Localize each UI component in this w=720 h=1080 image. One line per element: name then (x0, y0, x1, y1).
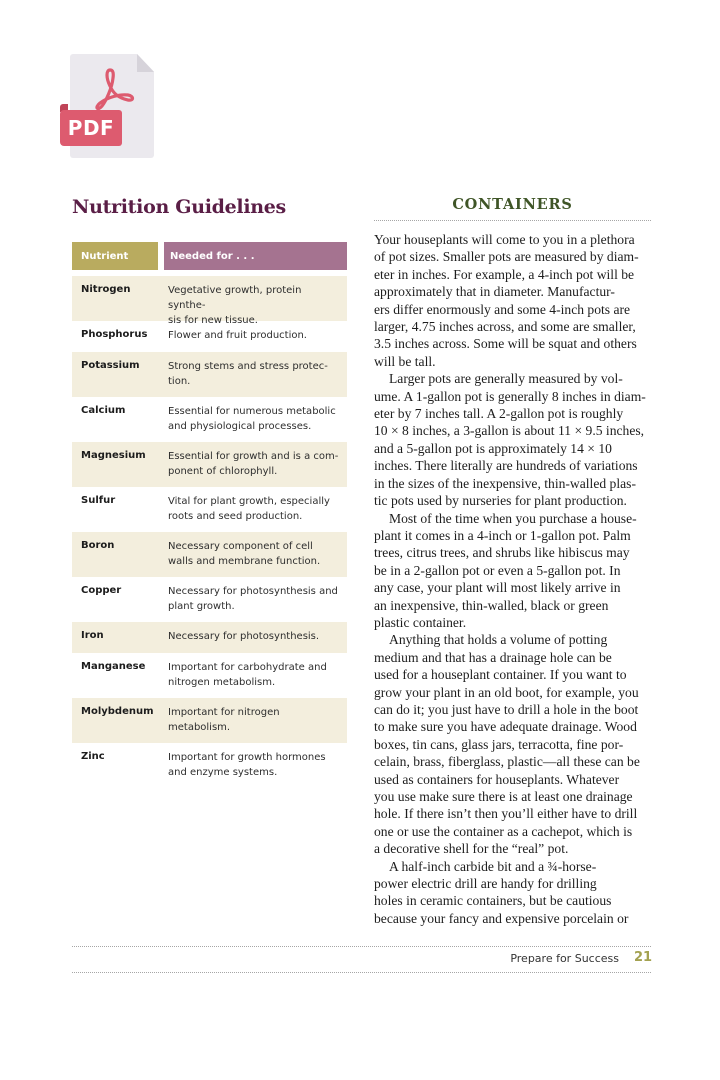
table-row (72, 743, 347, 788)
table-row (72, 487, 347, 532)
nutrient-need-line: plant growth. (168, 601, 235, 612)
nutrient-need (164, 660, 347, 698)
nutrient-name: Boron (81, 540, 115, 551)
pdf-file-icon[interactable] (60, 54, 156, 158)
table-row (72, 397, 347, 442)
nutrient-need (164, 359, 347, 397)
text-line: because your fancy and expensive porcelain or (374, 910, 629, 926)
nutrient-need-line: and physiological processes. (168, 421, 312, 432)
text-line: tic pots used by nurseries for plant production. (374, 493, 627, 509)
pdf-label: PDF (60, 110, 122, 146)
nutrient-need-line: Necessary for photosynthesis and (168, 586, 338, 597)
text-line: eter by 7 inches tall. A 2-gallon pot is roughly (374, 406, 624, 422)
nutrient-need-line: ponent of chlorophyll. (168, 466, 278, 477)
nutrient-name: Sulfur (81, 495, 116, 506)
nutrient-need-line: Flower and fruit production. (168, 330, 307, 341)
nutrient-need (164, 328, 347, 352)
footer-divider-bottom (72, 972, 651, 973)
nutrient-name: Phosphorus (81, 329, 148, 340)
nutrient-name: Manganese (81, 661, 146, 672)
table-row (72, 532, 347, 577)
text-line: one or use the container as a cachepot, which is (374, 823, 633, 839)
text-line: you use make sure there is at least one drainage (374, 789, 633, 804)
nutrition-title: Nutrition Guidelines (72, 196, 286, 218)
text-line: grow your plant in an old boot, for example, you (374, 684, 639, 700)
text-line: in the sizes of the inexpensive, thin-walled plas- (374, 475, 636, 491)
text-line: power electric drill are handy for drilling (374, 876, 597, 892)
nutrient-need (164, 584, 347, 622)
text-line: can do it; you just have to drill a hole in the boot (374, 701, 639, 717)
text-line: ume. A 1-gallon pot is generally 8 inches in diam- (374, 388, 646, 404)
nutrient-need-line: Essential for numerous metabolic (168, 406, 336, 417)
text-line: any case, your plant will most likely arrive in (374, 580, 621, 596)
nutrient-name: Copper (81, 585, 122, 596)
table-row (72, 622, 347, 653)
nutrient-need-line: Important for growth hormones (168, 752, 326, 763)
containers-heading: CONTAINERS (452, 196, 573, 213)
text-line: larger, 4.75 inches across, and some are smaller, (374, 319, 636, 335)
table-header (72, 242, 347, 270)
nutrient-need (164, 283, 347, 326)
body-paragraph (374, 510, 651, 632)
text-line: approximately that in diameter. Manufactur- (374, 284, 615, 300)
body-paragraph (374, 231, 651, 370)
nutrient-name: Zinc (81, 751, 105, 762)
text-line: be in a 2-gallon pot or even a 5-gallon pot. In (374, 562, 621, 578)
footer-divider-top (72, 946, 651, 947)
nutrient-need (164, 750, 347, 788)
text-line: used as containers for houseplants. Whatever (374, 771, 620, 787)
nutrient-need (164, 494, 347, 532)
containers-body (374, 231, 651, 927)
header-needed-for: Needed for . . . (164, 242, 347, 270)
nutrient-need-line: roots and seed production. (168, 511, 303, 522)
text-line: Anything that holds a volume of potting (389, 632, 608, 648)
nutrient-need-line: tion. (168, 376, 191, 387)
nutrition-table (72, 242, 347, 788)
text-line: medium and that has a drainage hole can be (374, 649, 612, 665)
nutrient-need-line: walls and membrane function. (168, 556, 321, 567)
nutrient-need-line: Vital for plant growth, especially (168, 496, 330, 507)
nutrient-need (164, 629, 347, 653)
nutrient-need (164, 705, 347, 743)
text-line: used for a houseplant container. If you want to (374, 667, 627, 683)
text-line: 3.5 inches across. Some will be squat and others (374, 336, 637, 352)
nutrient-need-line: Important for nitrogen (168, 707, 280, 718)
heading-divider (374, 220, 651, 221)
table-row (72, 653, 347, 698)
text-line: celain, brass, fiberglass, plastic—all these can be (374, 754, 640, 770)
text-line: holes in ceramic containers, but be cautious (374, 893, 612, 909)
table-row (72, 276, 347, 326)
text-line: of pot sizes. Smaller pots are measured by diam- (374, 249, 639, 265)
nutrient-need-line: Vegetative growth, protein synthe- (168, 285, 302, 311)
nutrient-need-line: nitrogen metabolism. (168, 677, 276, 688)
text-line: boxes, tin cans, glass jars, terracotta, fine por- (374, 736, 624, 752)
footer-section-title: Prepare for Success (510, 952, 619, 965)
nutrient-name: Magnesium (81, 450, 146, 461)
nutrient-need (164, 539, 347, 577)
text-line: plastic container. (374, 614, 467, 630)
header-nutrient: Nutrient (72, 242, 158, 270)
text-line: A half-inch carbide bit and a ¾-horse- (389, 858, 597, 874)
text-line: trees, citrus trees, and shrubs like hibiscus may (374, 545, 630, 561)
nutrient-name: Calcium (81, 405, 126, 416)
acrobat-symbol-icon (88, 66, 136, 112)
text-line: will be tall. (374, 353, 436, 369)
table-row (72, 442, 347, 487)
text-line: ers differ enormously and some 4-inch pots are (374, 301, 631, 317)
nutrient-need-line: Necessary component of cell (168, 541, 313, 552)
text-line: Larger pots are generally measured by vol- (389, 371, 623, 387)
body-paragraph (374, 631, 651, 857)
text-line: a decorative shell for the “real” pot. (374, 841, 569, 857)
table-row (72, 352, 347, 397)
nutrient-name: Potassium (81, 360, 140, 371)
nutrient-need-line: sis for new tissue. (168, 315, 258, 326)
nutrient-need-line: metabolism. (168, 722, 231, 733)
containers-section (374, 196, 651, 927)
text-line: hole. If there isn’t then you’ll either have to drill (374, 806, 638, 822)
table-row (72, 577, 347, 622)
nutrient-need-line: Necessary for photosynthesis. (168, 631, 320, 642)
nutrient-name: Nitrogen (81, 284, 131, 295)
nutrient-need (164, 449, 347, 487)
text-line: inches. There literally are hundreds of variations (374, 458, 638, 474)
table-row (72, 698, 347, 743)
nutrient-name: Molybdenum (81, 706, 154, 717)
text-line: and a 5-gallon pot is approximately 14 × 10 (374, 440, 612, 456)
text-line: to make sure you have adequate drainage. Wood (374, 719, 637, 735)
text-line: eter in inches. For example, a 4-inch pot will be (374, 266, 635, 282)
body-paragraph (374, 370, 651, 509)
nutrient-need-line: Essential for growth and is a com- (168, 451, 339, 462)
nutrient-name: Iron (81, 630, 104, 641)
text-line: Most of the time when you purchase a house- (389, 510, 637, 526)
nutrient-need-line: Important for carbohydrate and (168, 662, 327, 673)
text-line: Your houseplants will come to you in a plethora (374, 232, 635, 247)
text-line: 10 × 8 inches, a 3-gallon is about 11 × 9.5 inches, (374, 423, 645, 439)
nutrient-need (164, 404, 347, 442)
text-line: plant it comes in a 4-inch or 1-gallon pot. Palm (374, 527, 631, 543)
page-number: 21 (634, 950, 653, 965)
nutrient-need-line: and enzyme systems. (168, 767, 278, 778)
body-paragraph (374, 858, 651, 928)
text-line: an inexpensive, thin-walled, black or green (374, 597, 609, 613)
nutrient-need-line: Strong stems and stress protec- (168, 361, 328, 372)
